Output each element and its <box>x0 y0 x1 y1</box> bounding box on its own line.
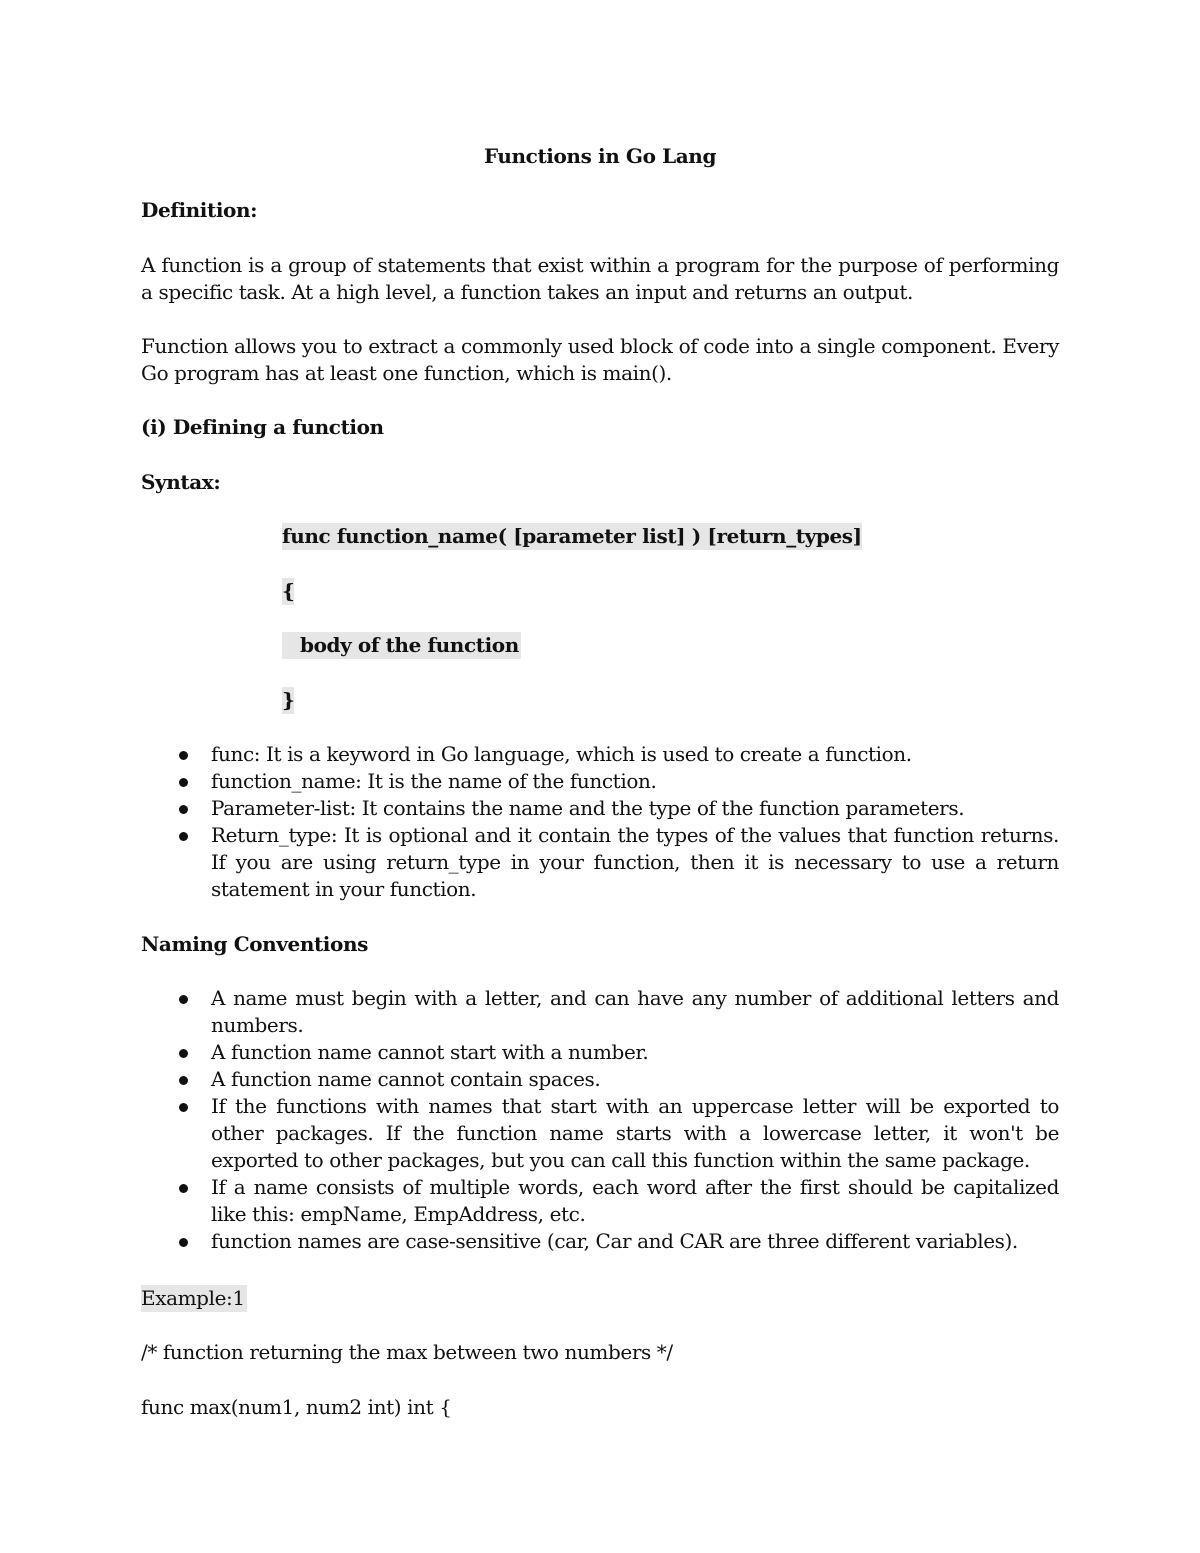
list-item: Return_type: It is optional and it contain the types of the values that function returns. If you are using return_type in your function, then it is necessary to use a return statement in your function. <box>141 822 1059 903</box>
syntax-heading: Syntax: <box>141 470 221 494</box>
definition-heading: Definition: <box>141 198 258 222</box>
syntax-close-brace: } <box>282 688 295 712</box>
document-title: Functions in Go Lang <box>483 144 717 168</box>
bullet-icon <box>179 1049 188 1058</box>
bullet-icon <box>179 805 188 814</box>
example-code-line: func max(num1, num2 int) int { <box>141 1395 452 1419</box>
bullet-icon <box>179 1238 188 1247</box>
list-item: A function name cannot contain spaces. <box>141 1066 1059 1093</box>
bullet-icon <box>179 1103 188 1112</box>
naming-rules-list <box>141 985 1059 1255</box>
syntax-open-brace: { <box>282 579 295 603</box>
bullet-icon <box>179 778 188 787</box>
bullet-icon <box>179 1076 188 1085</box>
bullet-icon <box>179 751 188 760</box>
list-item: func: It is a keyword in Go language, which is used to create a function. <box>141 741 1059 768</box>
bullet-icon <box>179 1184 188 1193</box>
list-item: function names are case-sensitive (car, Car and CAR are three different variables). <box>141 1228 1059 1255</box>
syntax-signature: func function_name( [parameter list] ) [return_types] <box>282 524 862 548</box>
list-item: If a name consists of multiple words, each word after the first should be capitalized like this: empName, EmpAddress, etc. <box>141 1174 1059 1228</box>
syntax-notes-list <box>141 741 1059 903</box>
list-item: If the functions with names that start with an uppercase letter will be exported to other packages. If the function name starts with a lowercase letter, it won't be exported to other packages, but you can call this function within the same package. <box>141 1093 1059 1174</box>
definition-paragraph-1: A function is a group of statements that exist within a program for the purpose of performing a specific task. At a high level, a function takes an input and returns an output. <box>141 253 1059 304</box>
section-heading-defining-function: (i) Defining a function <box>141 415 384 439</box>
list-item: function_name: It is the name of the function. <box>141 768 1059 795</box>
example-label: Example:1 <box>141 1286 245 1310</box>
list-item: Parameter-list: It contains the name and the type of the function parameters. <box>141 795 1059 822</box>
bullet-icon <box>179 995 188 1004</box>
list-item: A function name cannot start with a number. <box>141 1039 1059 1066</box>
naming-conventions-heading: Naming Conventions <box>141 932 368 956</box>
list-item: A name must begin with a letter, and can have any number of additional letters and numbers. <box>141 985 1059 1039</box>
definition-paragraph-2: Function allows you to extract a commonly used block of code into a single component. Every Go program has at least one function, which is main(). <box>141 334 1059 385</box>
bullet-icon <box>179 832 188 841</box>
syntax-body: body of the function <box>282 632 521 659</box>
example-comment: /* function returning the max between two numbers */ <box>141 1340 673 1364</box>
